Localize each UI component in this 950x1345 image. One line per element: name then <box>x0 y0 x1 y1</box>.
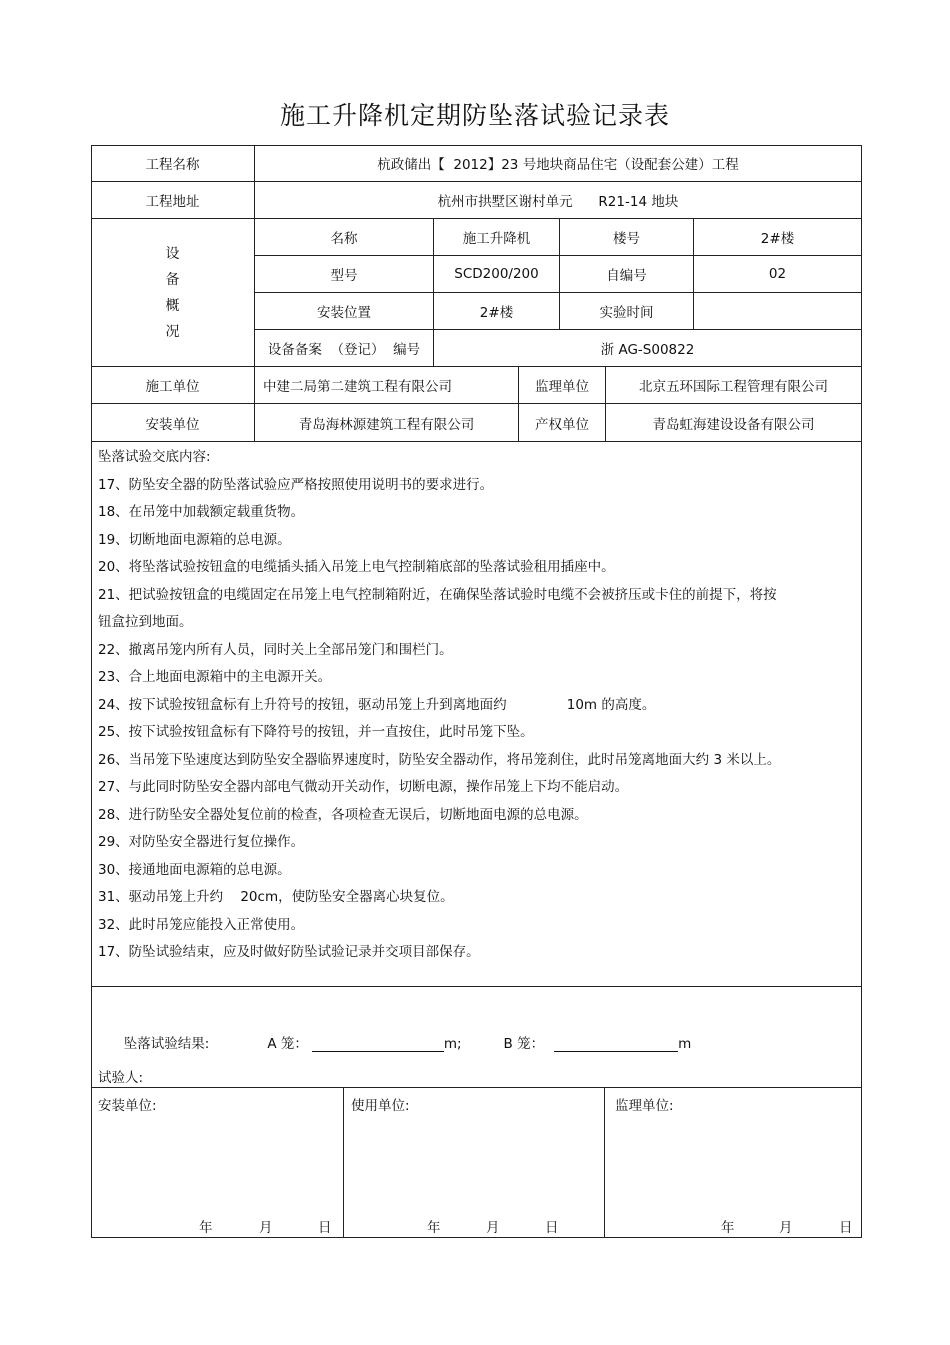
equipment-name-label: 名称 <box>255 219 434 256</box>
instruction-item: 22、撤离吊笼内所有人员，同时关上全部吊笼门和围栏门。 <box>98 641 453 658</box>
tester-label: 试验人: <box>98 1070 144 1086</box>
install-position-value: 2#楼 <box>434 293 560 330</box>
test-time-label: 实验时间 <box>560 293 694 330</box>
equipment-name-value: 施工升降机 <box>434 219 560 256</box>
cage-a-field[interactable] <box>312 1037 444 1052</box>
cage-b-field[interactable] <box>554 1037 678 1052</box>
cage-a-label: A 笼： <box>267 1036 308 1052</box>
install-date-day: 日 <box>318 1220 332 1236</box>
self-number-label: 自编号 <box>560 256 694 293</box>
test-instructions <box>91 442 862 987</box>
building-value: 2#楼 <box>694 219 862 256</box>
instruction-item: 23、合上地面电源箱中的主电源开关。 <box>98 669 332 685</box>
installation-unit-value: 青岛海林源建筑工程有限公司 <box>255 404 519 442</box>
project-address-value: 杭州市拱墅区谢村单元 R21-14 地块 <box>255 182 862 219</box>
project-address-label: 工程地址 <box>91 182 255 219</box>
instruction-item: 26、当吊笼下坠速度达到防坠安全器临界速度时，防坠安全器动作，将吊笼刹住，此时吊笼离地面大约 3 米以上。 <box>98 751 781 768</box>
instruction-item: 18、在吊笼中加载额定载重货物。 <box>98 504 305 520</box>
test-time-value <box>694 293 862 330</box>
construction-unit-value: 中建二局第二建筑工程有限公司 <box>255 367 519 404</box>
owner-unit-label: 产权单位 <box>519 404 606 442</box>
instruction-item: 17、防坠试验结束，应及时做好防坠试验记录并交项目部保存。 <box>98 944 480 960</box>
supervision-unit-label: 监理单位 <box>519 367 606 404</box>
equipment-section-label <box>91 219 255 367</box>
install-date-month: 月 <box>259 1220 273 1236</box>
instruction-item: 29、对防坠安全器进行复位操作。 <box>98 834 305 850</box>
supervise-signature-label: 监理单位: <box>615 1098 674 1114</box>
instruction-item: 27、与此同时防坠安全器内部电气微动开关动作，切断电源，操作吊笼上下均不能启动。 <box>98 779 629 795</box>
test-result-section <box>91 988 862 1088</box>
result-label: 坠落试验结果: <box>123 1036 210 1052</box>
instruction-item: 28、进行防坠安全器处复位前的检查，各项检查无误后，切断地面电源的总电源。 <box>98 806 588 823</box>
owner-unit-value: 青岛虹海建设设备有限公司 <box>606 404 862 442</box>
use-date-year: 年 <box>427 1220 441 1236</box>
instructions-heading: 坠落试验交底内容: <box>98 449 211 465</box>
page-title: 施工升降机定期防坠落试验记录表 <box>279 101 670 130</box>
use-date-day: 日 <box>545 1220 559 1236</box>
self-number-value: 02 <box>694 256 862 293</box>
installation-unit-label: 安装单位 <box>91 404 255 442</box>
cage-b-unit: m <box>678 1036 692 1052</box>
project-name-label: 工程名称 <box>91 145 255 182</box>
instruction-item: 24、按下试验按钮盒标有上升符号的按钮，驱动吊笼上升到离地面约 10m 的高度。 <box>98 696 656 713</box>
equipment-label-char: 设 <box>165 245 180 262</box>
project-name-value: 杭政储出【 2012】23 号地块商品住宅（设配套公建）工程 <box>255 145 862 182</box>
supervise-date-day: 日 <box>839 1220 853 1236</box>
instruction-item: 32、此时吊笼应能投入正常使用。 <box>98 916 305 933</box>
equipment-label-char: 备 <box>165 271 180 288</box>
install-position-label: 安装位置 <box>255 293 434 330</box>
model-label: 型号 <box>255 256 434 293</box>
model-value: SCD200/200 <box>434 256 560 293</box>
construction-unit-label: 施工单位 <box>91 367 255 404</box>
instruction-item: 19、切断地面电源箱的总电源。 <box>98 531 291 548</box>
instruction-item: 20、将坠落试验按钮盒的电缆插头插入吊笼上电气控制箱底部的坠落试验租用插座中。 <box>98 559 615 575</box>
instruction-item: 31、驱动吊笼上升约 20cm，使防坠安全器离心块复位。 <box>98 889 454 905</box>
instruction-item: 30、接通地面电源箱的总电源。 <box>98 861 291 878</box>
building-label: 楼号 <box>560 219 694 256</box>
cage-b-label: B 笼： <box>503 1036 545 1052</box>
equipment-label-char: 概 <box>165 297 180 314</box>
record-table <box>91 145 862 1238</box>
install-signature-label: 安装单位: <box>98 1098 157 1114</box>
instruction-item: 17、防坠安全器的防坠落试验应严格按照使用说明书的要求进行。 <box>98 476 494 493</box>
install-unit-signature <box>91 1088 344 1238</box>
use-unit-signature <box>344 1088 605 1238</box>
use-date-month: 月 <box>486 1220 500 1236</box>
supervise-unit-signature <box>605 1088 862 1238</box>
supervise-date-year: 年 <box>721 1220 735 1236</box>
use-signature-label: 使用单位: <box>351 1098 410 1114</box>
instruction-item: 25、按下试验按钮盒标有下降符号的按钮，并一直按住，此时吊笼下坠。 <box>98 724 534 740</box>
record-number-label: 设备备案 （登记） 编号 <box>255 330 434 367</box>
equipment-label-char: 况 <box>165 323 180 340</box>
install-date-year: 年 <box>199 1220 213 1236</box>
cage-a-unit: m; <box>443 1036 462 1052</box>
supervision-unit-value: 北京五环国际工程管理有限公司 <box>606 367 862 404</box>
supervise-date-month: 月 <box>779 1220 793 1236</box>
record-number-value: 浙 AG-S00822 <box>434 330 862 367</box>
instruction-item: 21、把试验按钮盒的电缆固定在吊笼上电气控制箱附近，在确保坠落试验时电缆不会被挤压或卡住的前提下，将按钮盒拉到地面。 <box>98 586 777 630</box>
